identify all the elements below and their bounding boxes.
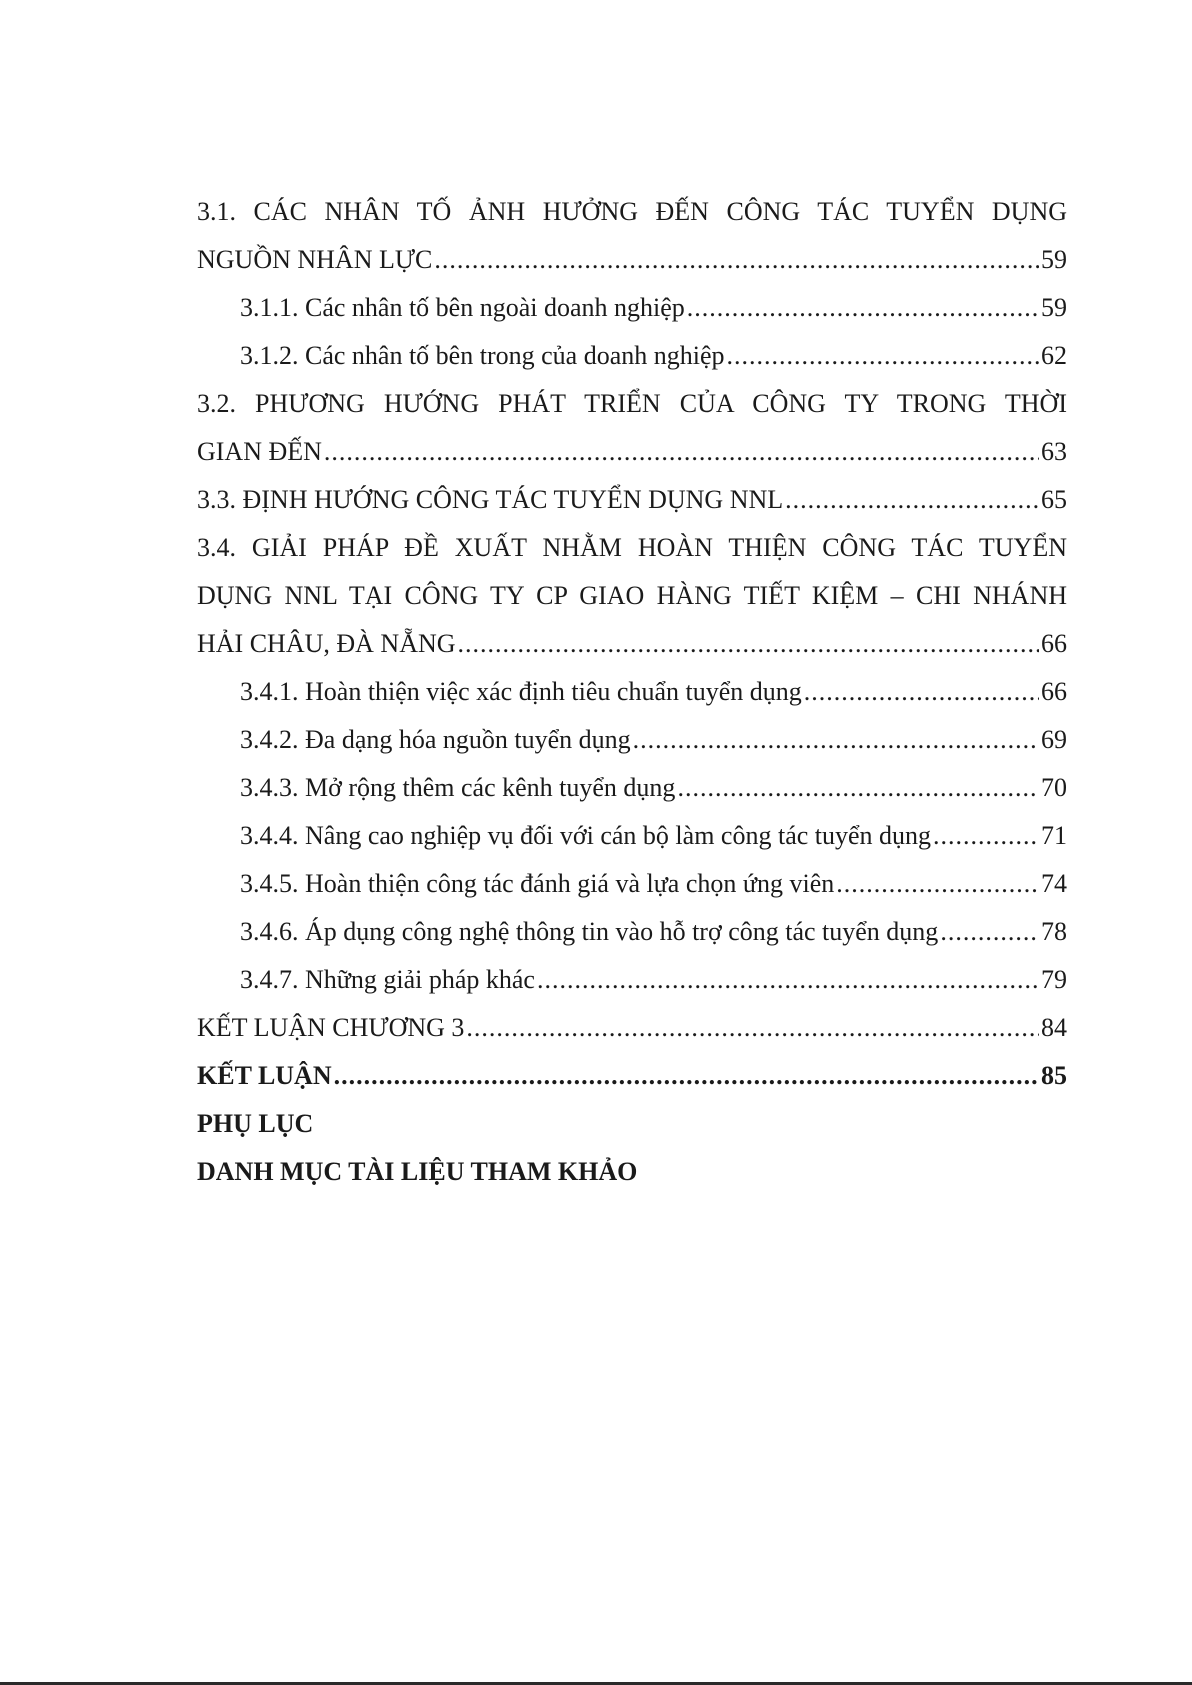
toc-entry-title: DỤNG NNL TẠI CÔNG TY CP GIAO HÀNG TIẾT KIỆM – CHI NHÁNH: [197, 581, 1067, 610]
toc-page-number: 65: [1041, 485, 1067, 514]
toc-entry-title: 3.4.6. Áp dụng công nghệ thông tin vào hỗ trợ công tác tuyển dụng: [240, 917, 939, 946]
toc-entry-3-4-7[interactable]: [197, 956, 1067, 1004]
toc-leader-dots: [687, 284, 1039, 332]
toc-entry-title: PHỤ LỤC: [197, 1109, 314, 1138]
toc-leader-dots: [334, 1052, 1039, 1100]
toc-entry-title: HẢI CHÂU, ĐÀ NẴNG: [197, 629, 456, 658]
toc-heading-3-4-line2: [197, 572, 1067, 620]
toc-entry-3-2[interactable]: [197, 428, 1067, 476]
toc-entry-title: 3.2. PHƯƠNG HƯỚNG PHÁT TRIỂN CỦA CÔNG TY TRONG THỜI: [197, 389, 1067, 418]
toc-leader-dots: [727, 332, 1040, 380]
toc-entry-title: 3.4.3. Mở rộng thêm các kênh tuyển dụng: [240, 773, 676, 802]
toc-entry-title: 3.4.5. Hoàn thiện công tác đánh giá và lựa chọn ứng viên: [240, 869, 835, 898]
table-of-contents: [197, 188, 1067, 1196]
toc-leader-dots: [434, 236, 1039, 284]
toc-heading-3-1-line1: [197, 188, 1067, 236]
toc-page-number: 79: [1041, 965, 1067, 994]
toc-entry-3-1-1[interactable]: [197, 284, 1067, 332]
toc-entry-3-1[interactable]: [197, 236, 1067, 284]
toc-entry-title: 3.1.2. Các nhân tố bên trong của doanh nghiệp: [240, 341, 725, 370]
toc-page-number: 78: [1041, 917, 1067, 946]
toc-page-number: 62: [1041, 341, 1067, 370]
toc-page-number: 74: [1041, 869, 1067, 898]
toc-entry-chapter-3-conclusion[interactable]: [197, 1004, 1067, 1052]
toc-entry-appendix[interactable]: [197, 1100, 1067, 1148]
toc-page-number: 66: [1041, 677, 1067, 706]
toc-leader-dots: [836, 860, 1039, 908]
toc-entry-title: 3.4.4. Nâng cao nghiệp vụ đối với cán bộ làm công tác tuyển dụng: [240, 821, 932, 850]
toc-entry-title: 3.4.7. Những giải pháp khác: [240, 965, 535, 994]
toc-page-number: 66: [1041, 629, 1067, 658]
toc-page-number: 71: [1041, 821, 1067, 850]
toc-entry-3-4-6[interactable]: [197, 908, 1067, 956]
toc-page-number: 63: [1041, 437, 1067, 466]
toc-entry-3-3[interactable]: [197, 476, 1067, 524]
toc-entry-title: 3.1. CÁC NHÂN TỐ ẢNH HƯỞNG ĐẾN CÔNG TÁC TUYỂN DỤNG: [197, 197, 1067, 226]
toc-entry-title: 3.3. ĐỊNH HƯỚNG CÔNG TÁC TUYỂN DỤNG NNL: [197, 485, 784, 514]
toc-leader-dots: [940, 908, 1039, 956]
toc-entry-3-4-5[interactable]: [197, 860, 1067, 908]
toc-leader-dots: [537, 956, 1039, 1004]
toc-leader-dots: [785, 476, 1039, 524]
toc-entry-title: 3.4. GIẢI PHÁP ĐỀ XUẤT NHẰM HOÀN THIỆN CÔNG TÁC TUYỂN: [197, 533, 1067, 562]
toc-entry-title: 3.1.1. Các nhân tố bên ngoài doanh nghiệp: [240, 293, 685, 322]
toc-leader-dots: [677, 764, 1039, 812]
toc-heading-3-2-line1: [197, 380, 1067, 428]
toc-entry-3-4-3[interactable]: [197, 764, 1067, 812]
toc-entry-3-4-2[interactable]: [197, 716, 1067, 764]
toc-entry-title: 3.4.1. Hoàn thiện việc xác định tiêu chuẩn tuyển dụng: [240, 677, 802, 706]
toc-entry-title: 3.4.2. Đa dạng hóa nguồn tuyển dụng: [240, 725, 631, 754]
toc-entry-title: NGUỒN NHÂN LỰC: [197, 245, 433, 274]
toc-leader-dots: [458, 620, 1039, 668]
toc-entry-3-4[interactable]: [197, 620, 1067, 668]
toc-entry-references[interactable]: [197, 1148, 1067, 1196]
toc-entry-3-4-4[interactable]: [197, 812, 1067, 860]
toc-entry-title: KẾT LUẬN CHƯƠNG 3: [197, 1013, 465, 1042]
toc-entry-3-1-2[interactable]: [197, 332, 1067, 380]
toc-entry-3-4-1[interactable]: [197, 668, 1067, 716]
toc-page-number: 70: [1041, 773, 1067, 802]
toc-entry-conclusion[interactable]: [197, 1052, 1067, 1100]
toc-leader-dots: [466, 1004, 1039, 1052]
toc-page-number: 85: [1041, 1061, 1067, 1090]
toc-entry-title: KẾT LUẬN: [197, 1061, 332, 1090]
toc-page-number: 84: [1041, 1013, 1067, 1042]
toc-leader-dots: [633, 716, 1039, 764]
toc-heading-3-4-line1: [197, 524, 1067, 572]
toc-page-number: 59: [1041, 293, 1067, 322]
toc-leader-dots: [933, 812, 1039, 860]
toc-page-number: 69: [1041, 725, 1067, 754]
toc-entry-title: DANH MỤC TÀI LIỆU THAM KHẢO: [197, 1157, 638, 1186]
toc-leader-dots: [324, 428, 1039, 476]
toc-page-number: 59: [1041, 245, 1067, 274]
toc-entry-title: GIAN ĐẾN: [197, 437, 322, 466]
toc-leader-dots: [804, 668, 1039, 716]
